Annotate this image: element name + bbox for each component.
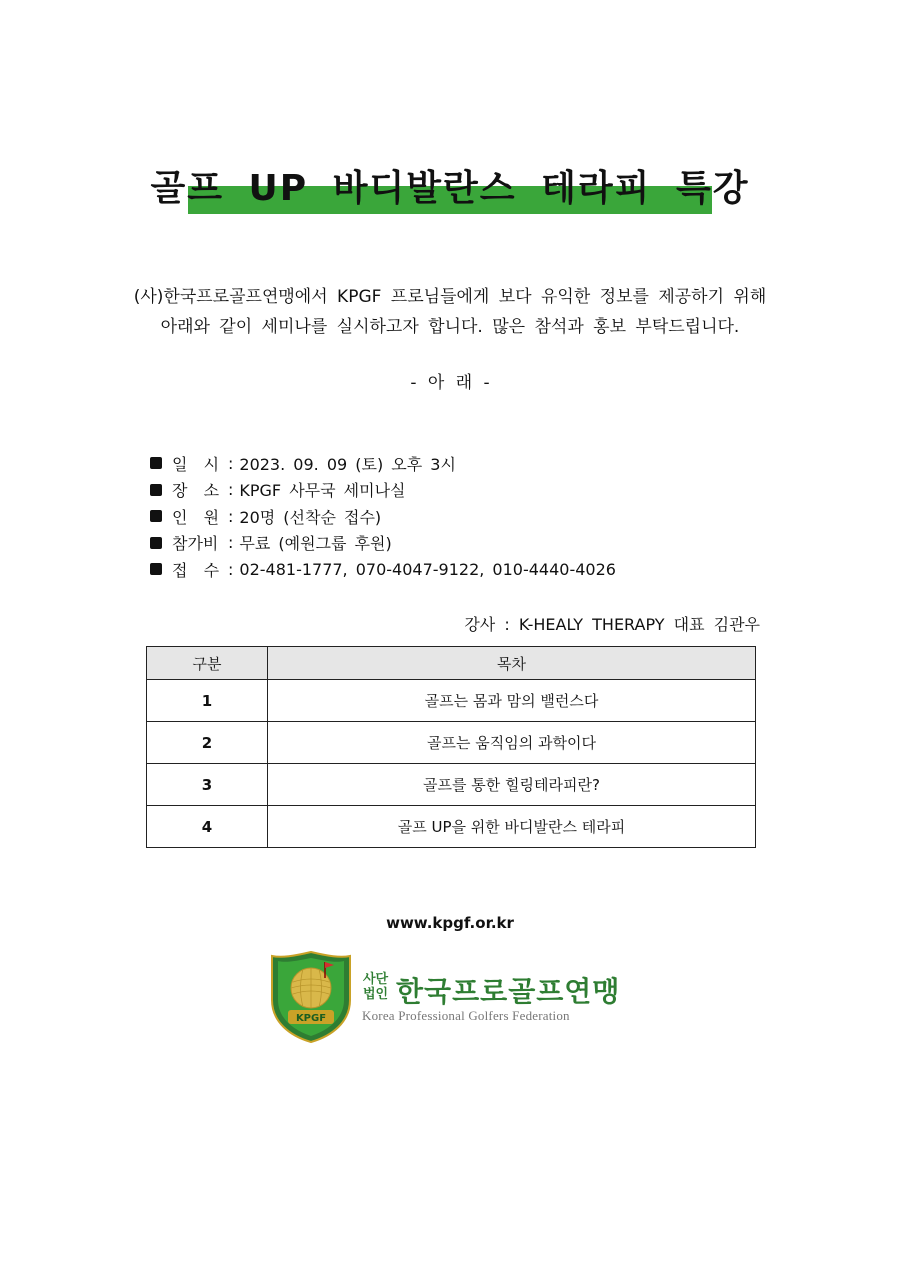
intro-line-2: 아래와 같이 세미나를 실시하고자 합니다. 많은 참석과 홍보 부탁드립니다. [160,317,740,337]
logo-org-subtitle: Korea Professional Golfers Federation [362,1008,570,1023]
info-value: KPGF 사무국 세미나실 [239,481,406,501]
row-number: 2 [147,722,268,764]
contents-table [146,646,756,848]
table-row [147,764,756,806]
square-bullet-icon [150,510,162,522]
logo-prefix [363,972,397,1002]
page-title: 골프 UP 바디발란스 테라피 특강 [150,168,750,209]
info-value: 02-481-1777, 070-4047-9122, 010-4440-4026 [239,559,616,579]
svg-text:KPGF: KPGF [295,1013,327,1024]
square-bullet-icon [150,563,162,575]
event-info-list [150,450,616,583]
info-separator: : [228,533,234,553]
column-header-contents: 목차 [268,647,756,680]
info-item-capacity [150,503,616,530]
row-topic: 골프 UP을 위한 바디발란스 테라피 [268,806,756,848]
table-header-row [147,647,756,680]
kpgf-logo [270,950,630,1050]
square-bullet-icon [150,537,162,549]
row-topic: 골프를 통한 힐링테라피란? [268,764,756,806]
info-item-date [150,450,616,477]
intro-paragraph [0,282,900,342]
info-label: 참가비 [172,534,219,554]
row-topic: 골프는 몸과 맘의 밸런스다 [268,680,756,722]
row-number: 3 [147,764,268,806]
square-bullet-icon [150,484,162,496]
info-value: 20명 (선착순 접수) [239,507,382,527]
info-value: 2023. 09. 09 (토) 오후 3시 [239,454,456,474]
info-label: 장 소 [172,481,220,501]
info-label: 인 원 [172,507,220,527]
info-separator: : [228,480,234,500]
table-row [147,680,756,722]
table-row [147,722,756,764]
info-separator: : [228,453,234,473]
row-topic: 골프는 움직임의 과학이다 [268,722,756,764]
info-label: 일 시 [172,454,220,474]
lecturer-line: 강사 : K-HEALY THERAPY 대표 김관우 [464,615,760,634]
shield-golf-ball-icon [270,950,352,1044]
logo-org-name: 한국프로골프연맹 [396,975,621,1008]
square-bullet-icon [150,457,162,469]
info-label: 접 수 [172,560,220,580]
info-item-registration [150,556,616,583]
row-number: 1 [147,680,268,722]
info-value: 무료 (예원그룹 후원) [239,534,392,554]
section-note: - 아 래 - [410,373,490,393]
logo-prefix-line-1: 사단 [363,972,389,987]
logo-prefix-line-2: 법인 [363,987,389,1002]
info-item-place [150,477,616,504]
info-separator: : [228,559,234,579]
intro-line-1: (사)한국프로골프연맹에서 KPGF 프로님들에게 보다 유익한 정보를 제공하기 위해 [133,287,767,307]
column-header-category: 구분 [147,647,268,680]
table-row [147,806,756,848]
info-item-fee [150,530,616,557]
info-separator: : [228,506,234,526]
website-link[interactable]: www.kpgf.or.kr [386,914,514,932]
row-number: 4 [147,806,268,848]
title-block [0,160,900,211]
